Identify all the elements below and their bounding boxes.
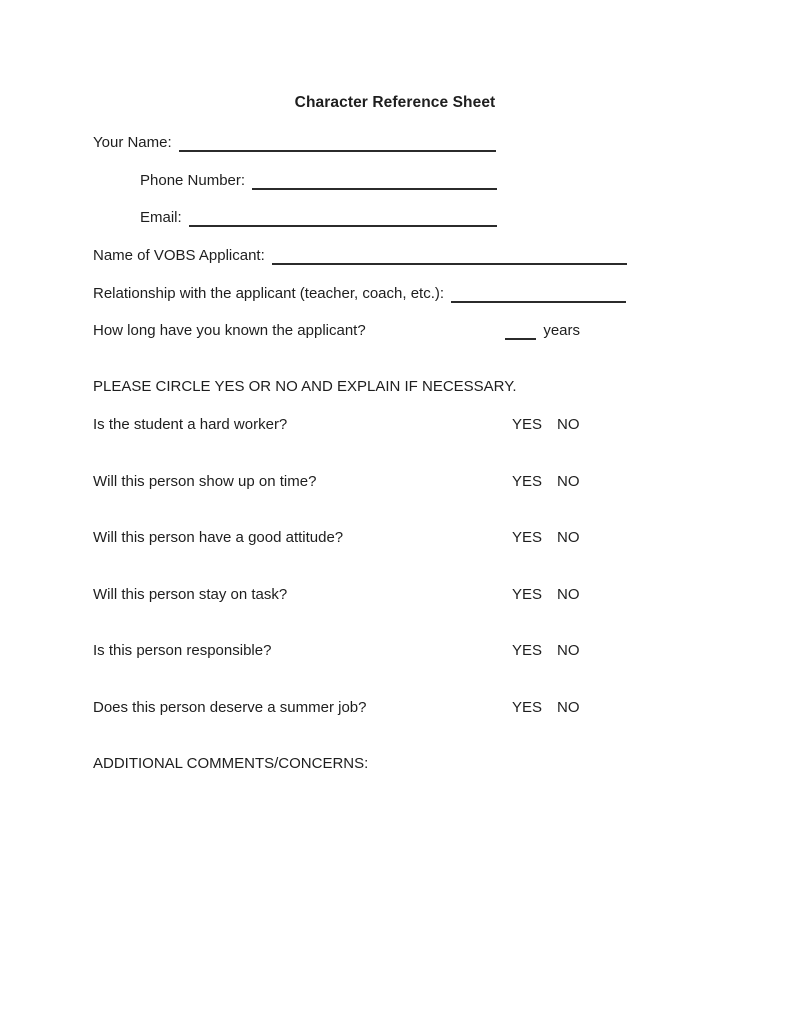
field-phone-number: [140, 171, 497, 190]
yes-option[interactable]: YES: [512, 473, 543, 490]
email-label: Email:: [140, 209, 182, 226]
email-blank[interactable]: [189, 210, 497, 227]
relationship-label: Relationship with the applicant (teacher, coach, etc.):: [93, 285, 445, 302]
question-row-on-time: [93, 472, 580, 491]
field-vobs-applicant: [93, 246, 627, 265]
field-email: [140, 208, 497, 227]
how-long-blank[interactable]: [505, 323, 536, 340]
question-text: Does this person deserve a summer job?: [93, 699, 367, 716]
yes-option[interactable]: YES: [512, 642, 543, 659]
question-row-deserve-summer-job: [93, 698, 580, 717]
additional-comments-label: ADDITIONAL COMMENTS/CONCERNS:: [93, 755, 369, 772]
question-text: Will this person stay on task?: [93, 586, 288, 603]
phone-number-blank[interactable]: [252, 173, 497, 190]
question-text: Will this person have a good attitude?: [93, 529, 344, 546]
how-long-label: How long have you known the applicant?: [93, 322, 366, 339]
no-option[interactable]: NO: [557, 529, 580, 546]
question-row-good-attitude: [93, 528, 580, 547]
how-long-answer: [505, 321, 580, 340]
question-row-stay-on-task: [93, 585, 580, 604]
field-relationship: [93, 284, 626, 303]
vobs-applicant-blank[interactable]: [272, 248, 627, 265]
no-option[interactable]: NO: [557, 642, 580, 659]
no-option[interactable]: NO: [557, 473, 580, 490]
question-row-hard-worker: [93, 415, 580, 434]
your-name-blank[interactable]: [179, 135, 496, 152]
yes-option[interactable]: YES: [512, 586, 543, 603]
yes-option[interactable]: YES: [512, 529, 543, 546]
relationship-blank[interactable]: [451, 286, 626, 303]
no-option[interactable]: NO: [557, 416, 580, 433]
question-text: Is this person responsible?: [93, 642, 272, 659]
no-option[interactable]: NO: [557, 699, 580, 716]
question-row-responsible: [93, 641, 580, 660]
question-text: Is the student a hard worker?: [93, 416, 288, 433]
yes-option[interactable]: YES: [512, 699, 543, 716]
phone-number-label: Phone Number:: [140, 172, 246, 189]
your-name-label: Your Name:: [93, 134, 172, 151]
years-suffix: years: [543, 322, 580, 339]
page-title: Character Reference Sheet: [294, 94, 496, 111]
no-option[interactable]: NO: [557, 586, 580, 603]
field-how-long: [93, 321, 580, 340]
yes-option[interactable]: YES: [512, 416, 543, 433]
question-text: Will this person show up on time?: [93, 473, 317, 490]
circle-instructions: PLEASE CIRCLE YES OR NO AND EXPLAIN IF NECESSARY.: [93, 378, 517, 395]
vobs-applicant-label: Name of VOBS Applicant:: [93, 247, 265, 264]
field-your-name: [93, 133, 496, 152]
